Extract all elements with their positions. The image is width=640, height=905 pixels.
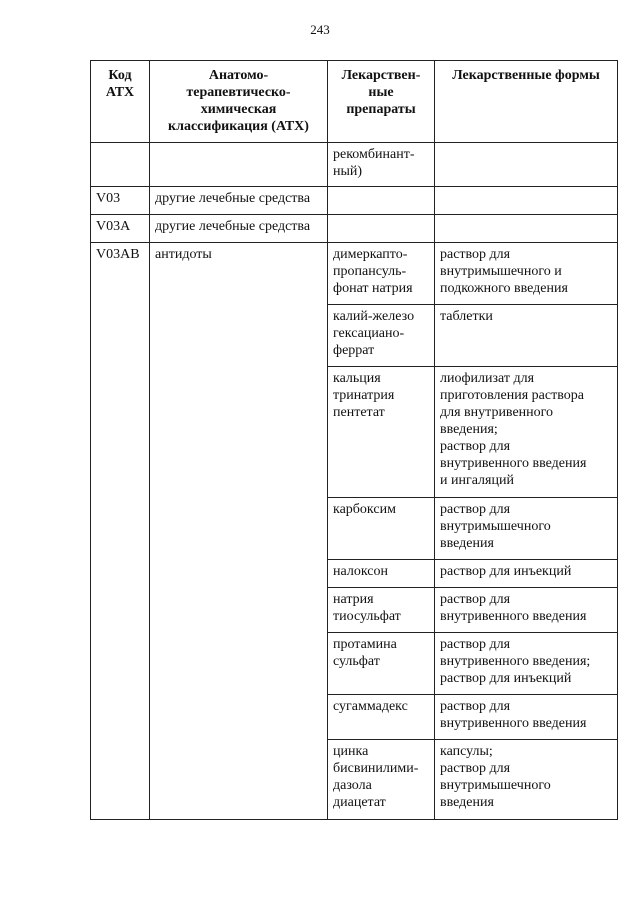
header-dosage-forms: Лекарственные формы	[435, 61, 618, 143]
cell-code: V03AB	[91, 243, 150, 820]
table-row	[91, 243, 618, 305]
cell-drug	[328, 187, 435, 215]
cell-form: таблетки	[435, 305, 618, 367]
cell-form	[435, 187, 618, 215]
cell-form: раствор для внутривенного введения; раствор для инъекций	[435, 633, 618, 695]
cell-drug	[328, 215, 435, 243]
table-row	[91, 143, 618, 187]
cell-form: раствор для внутривенного введения	[435, 588, 618, 633]
cell-code: V03A	[91, 215, 150, 243]
cell-form: раствор для внутривенного введения	[435, 695, 618, 740]
table-row	[91, 215, 618, 243]
cell-drug: сугаммадекс	[328, 695, 435, 740]
cell-drug: димеркапто- пропансуль- фонат натрия	[328, 243, 435, 305]
cell-drug: карбоксим	[328, 498, 435, 560]
cell-drug: калий-железо гексациано- феррат	[328, 305, 435, 367]
cell-drug: налоксон	[328, 560, 435, 588]
cell-classification: антидоты	[150, 243, 328, 820]
cell-classification: другие лечебные средства	[150, 215, 328, 243]
header-drugs: Лекарствен- ные препараты	[328, 61, 435, 143]
cell-classification	[150, 143, 328, 187]
table-header-row	[91, 61, 618, 143]
cell-classification: другие лечебные средства	[150, 187, 328, 215]
cell-form: раствор для инъекций	[435, 560, 618, 588]
page-number: 243	[310, 22, 330, 37]
cell-drug: натрия тиосульфат	[328, 588, 435, 633]
cell-form: капсулы; раствор для внутримышечного введения	[435, 740, 618, 820]
header-atc-classification: Анатомо- терапевтическо- химическая классификация (АТХ)	[150, 61, 328, 143]
cell-form: раствор для внутримышечного и подкожного введения	[435, 243, 618, 305]
cell-drug: рекомбинант- ный)	[328, 143, 435, 187]
header-atc-code: Код АТХ	[91, 61, 150, 143]
atc-drug-table	[90, 60, 618, 820]
cell-drug: цинка бисвинилими- дазола диацетат	[328, 740, 435, 820]
cell-form: раствор для внутримышечного введения	[435, 498, 618, 560]
cell-drug: протамина сульфат	[328, 633, 435, 695]
cell-form	[435, 143, 618, 187]
cell-code: V03	[91, 187, 150, 215]
cell-drug: кальция тринатрия пентетат	[328, 367, 435, 498]
cell-code	[91, 143, 150, 187]
cell-form: лиофилизат для приготовления раствора для внутривенного введения; раствор для внутривенного введения и ингаляций	[435, 367, 618, 498]
table-row	[91, 187, 618, 215]
cell-form	[435, 215, 618, 243]
